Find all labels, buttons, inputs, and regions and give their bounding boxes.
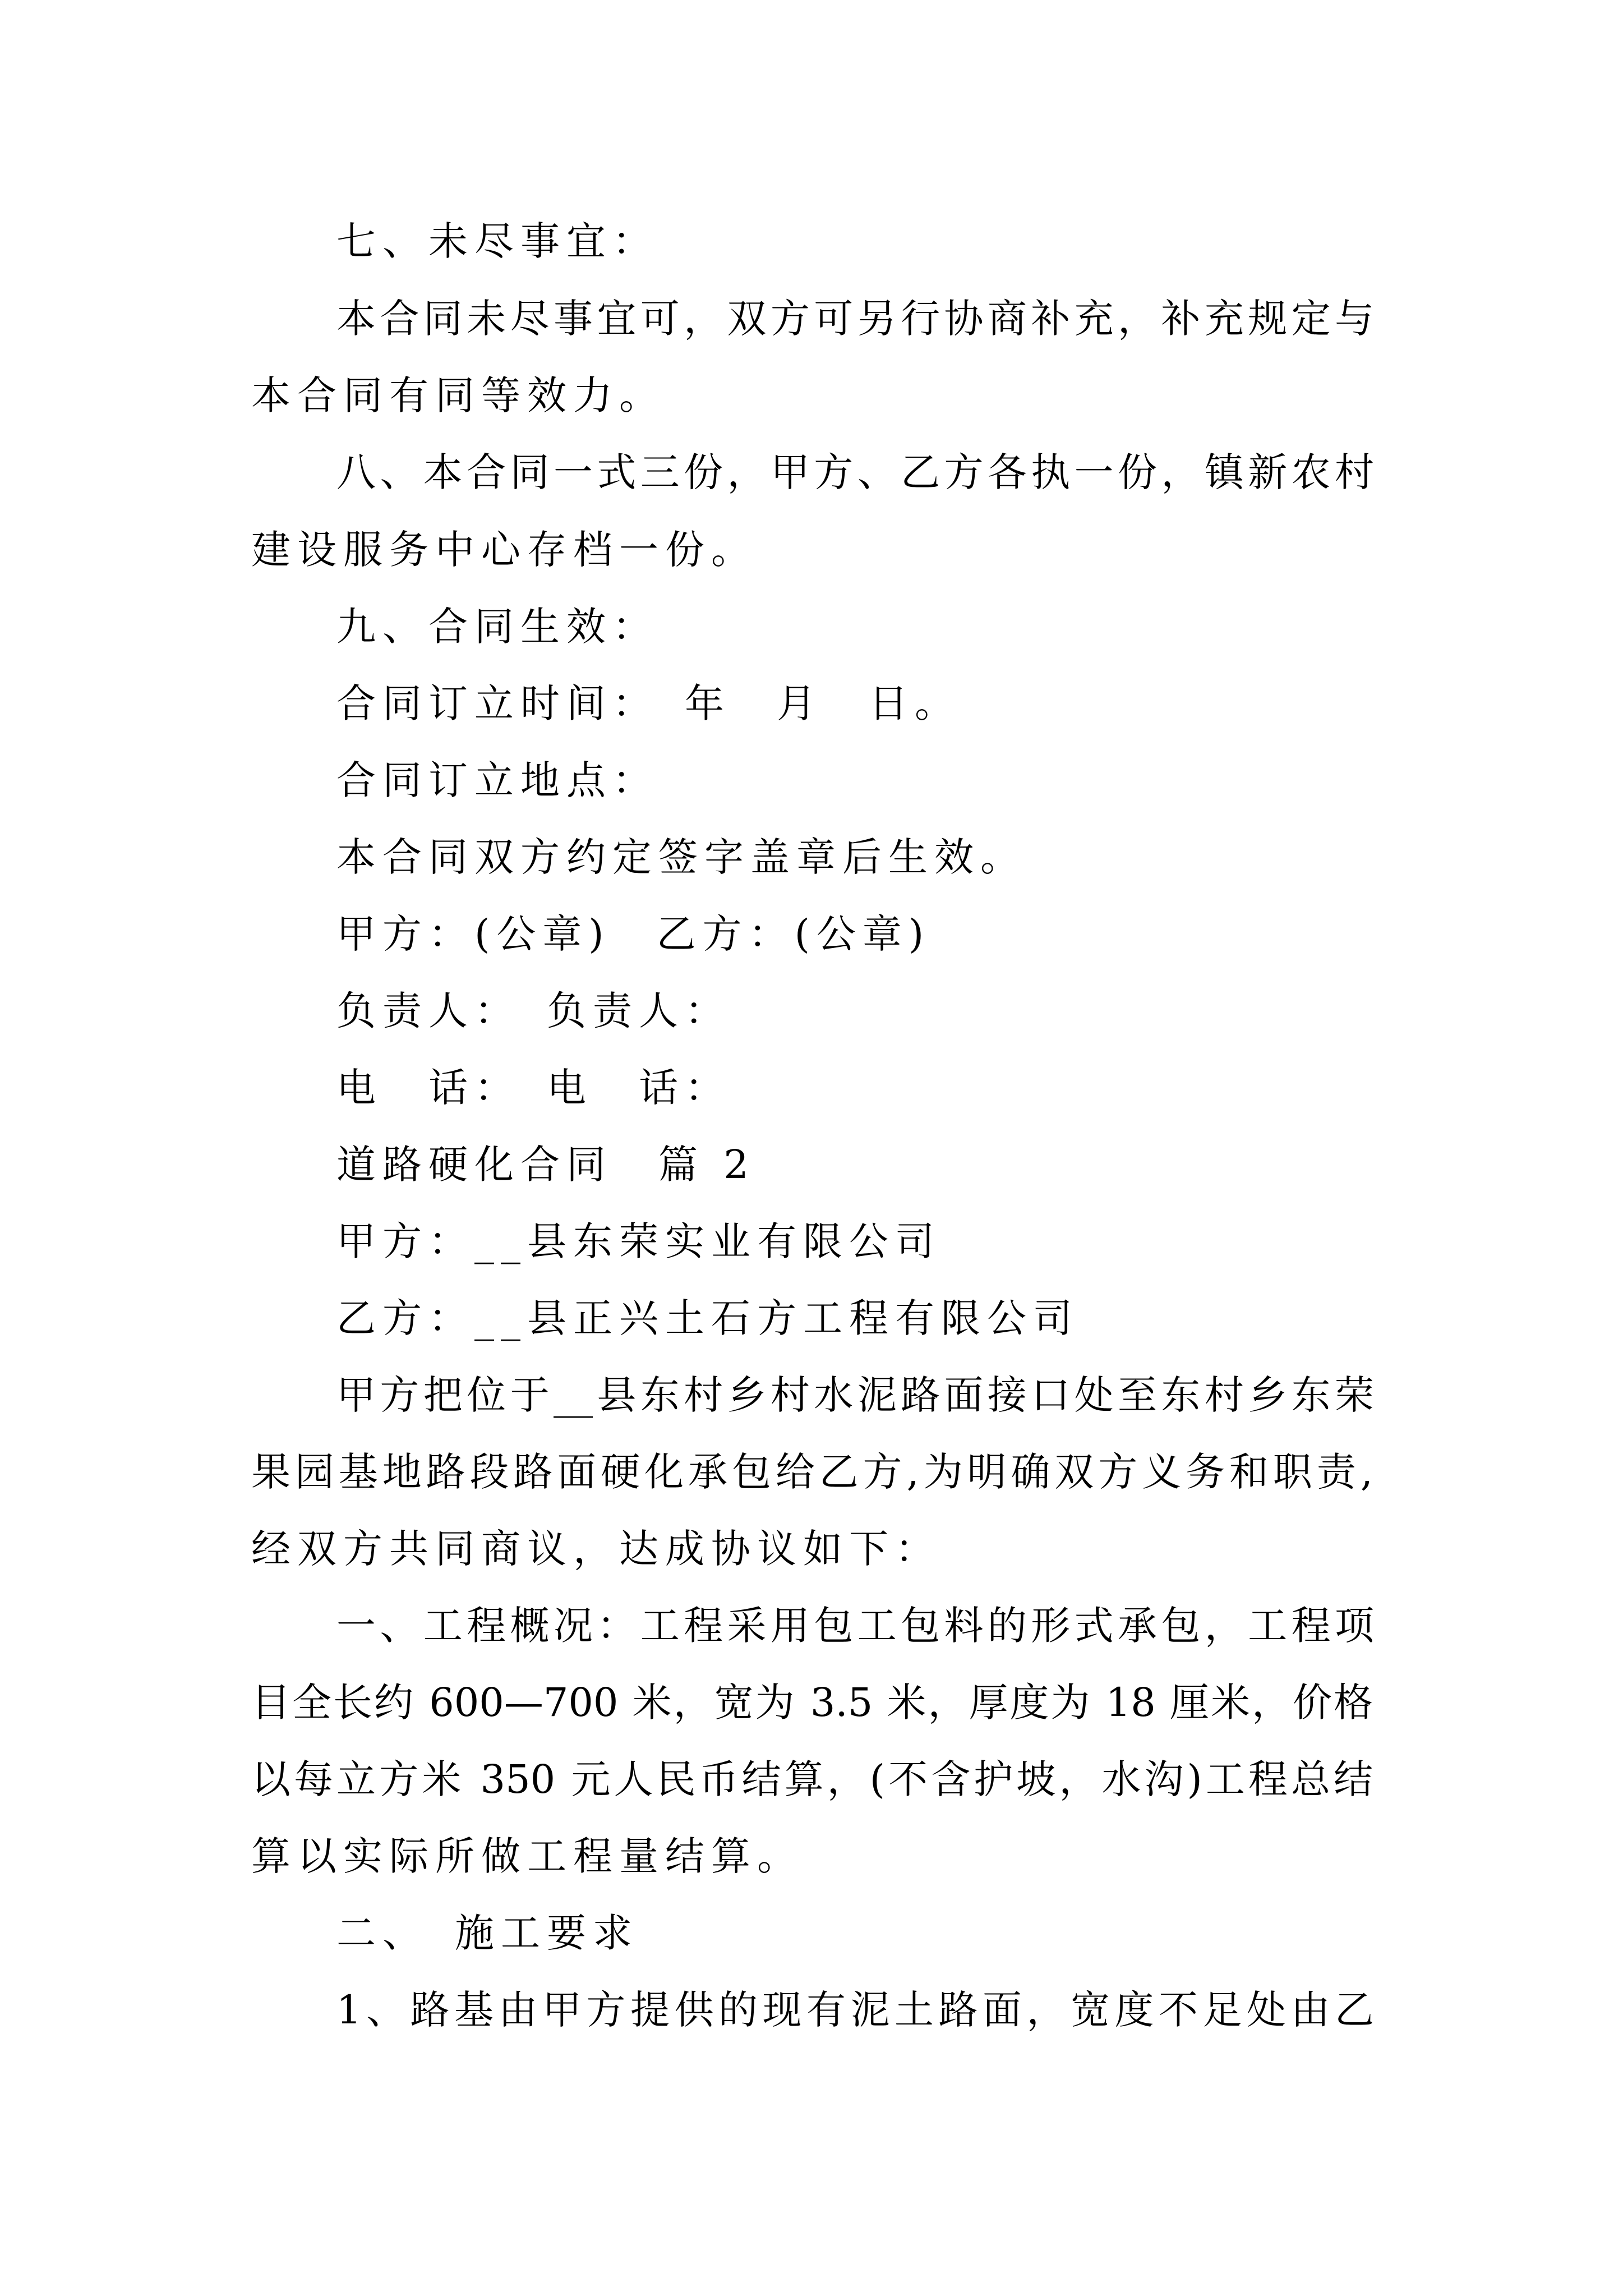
contract-date-line: 合同订立时间： 年 月 日。	[336, 680, 961, 726]
clause-9-heading: 九、合同生效：	[336, 604, 658, 650]
phone-line: 电 话： 电 话：	[336, 1065, 731, 1111]
clause-8-text: 八、本合同一式三份，甲方、乙方各执一份，镇新农村	[336, 449, 1374, 495]
party-a-line: 甲方：__县东荣实业有限公司	[336, 1218, 941, 1264]
clause-1-text: 一、工程概况：工程采用包工包料的形式承包，工程项	[336, 1603, 1374, 1649]
party-b-line: 乙方：__县正兴土石方工程有限公司	[336, 1295, 1079, 1341]
clause-7-heading: 七、未尽事宜：	[336, 218, 658, 264]
effective-line: 本合同双方约定签字盖章后生效。	[336, 834, 1026, 880]
seal-line: 甲方：(公章) 乙方：(公章)	[336, 911, 931, 957]
preamble-text-cont-2: 经双方共同商议，达成协议如下：	[251, 1526, 941, 1572]
clause-1-text-cont-3: 算以实际所做工程量结算。	[251, 1833, 803, 1879]
preamble-text: 甲方把位于__县东村乡村水泥路面接口处至东村乡东荣	[336, 1372, 1374, 1418]
clause-7-text: 本合同未尽事宜可，双方可另行协商补充，补充规定与	[336, 296, 1374, 342]
clause-7-text-cont: 本合同有同等效力。	[251, 372, 665, 418]
preamble-text-cont-1: 果园基地路段路面硬化承包给乙方,为明确双方义务和职责,	[251, 1449, 1373, 1495]
contract-place-line: 合同订立地点：	[336, 757, 658, 803]
clause-2-heading: 二、 施工要求	[336, 1910, 639, 1956]
clause-2-item-1: 1、路基由甲方提供的现有泥土路面，宽度不足处由乙	[336, 1987, 1374, 2033]
responsible-person-line: 负责人： 负责人：	[336, 988, 731, 1034]
section-title: 道路硬化合同 篇 2	[336, 1142, 755, 1188]
clause-1-text-cont-2: 以每立方米 350 元人民币结算，(不含护坡，水沟)工程总结	[251, 1756, 1373, 1802]
clause-1-text-cont-1: 目全长约 600—700 米，宽为 3.5 米，厚度为 18 厘米，价格	[251, 1680, 1373, 1726]
clause-8-text-cont: 建设服务中心存档一份。	[251, 527, 757, 573]
